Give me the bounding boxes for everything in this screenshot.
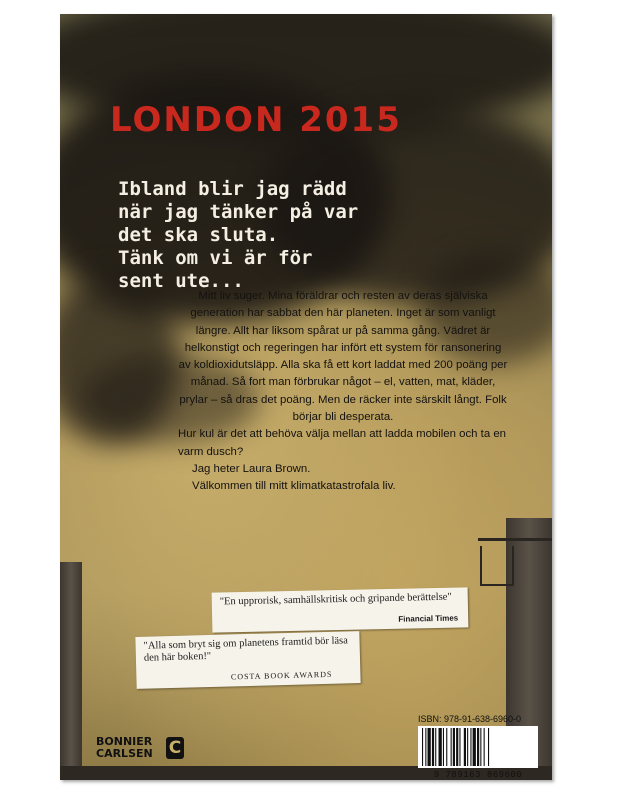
isbn-label: ISBN: 978-91-638-6960-0: [418, 714, 522, 724]
quote-text: "En upprorisk, samhällskritisk och gripande berättelse": [219, 591, 452, 608]
blurb-paragraph: Välkommen till mitt klimatkatastrofala liv.: [192, 480, 396, 493]
blurb-paragraph: Jag heter Laura Brown.: [192, 462, 311, 475]
chimney-right-platform: [478, 538, 552, 541]
quote-text: "Alla som bryt sig om planetens framtid bör läsa den här boken!": [143, 635, 349, 664]
blurb-paragraph: Hur kul är det att behöva välja mellan att ladda mobilen och ta en varm dusch?: [178, 428, 506, 458]
book-back-cover: [60, 14, 552, 780]
cover-heading: LONDON 2015: [110, 100, 402, 140]
tagline-line: det ska sluta.: [118, 224, 279, 246]
blurb: [178, 288, 508, 496]
publisher-name: [96, 736, 153, 760]
barcode-area: [418, 714, 540, 778]
barcode-icon: [418, 726, 538, 780]
blurb-paragraph: Mitt liv suger. Mina föräldrar och resten av deras själviska generation har sabbat den här planeten. Inget är som vanligt längre. Allt har liksom spårat ur på samma gång. Vädret är helkonstigt och regeringen har infört ett system för ransonering av koldioxidutsläpp. Alla ska få ett kort laddat med 200 poäng per månad. Så fort man förbrukar något – el, vatten, mat, kläder, prylar – så dras det poäng. Men de räcker inte särskilt långt. Folk börjar bli desperata.: [178, 290, 508, 424]
quote-source: COSTA BOOK AWARDS: [230, 669, 333, 682]
tagline-line: Tänk om vi är för: [118, 247, 313, 269]
barcode-digits: 9 789163 869600: [433, 770, 523, 780]
review-quote-costa: [135, 631, 360, 689]
chimney-right-rail: [480, 546, 514, 586]
tagline-line: sent ute...: [118, 270, 244, 292]
review-quote-financial-times: [212, 587, 469, 632]
quote-source: Financial Times: [398, 613, 459, 624]
publisher-logo-icon: C: [166, 737, 184, 759]
tagline-line: när jag tänker på var: [118, 201, 359, 223]
chimney-left: [60, 562, 82, 780]
publisher-line: BONNIER: [96, 735, 153, 748]
tagline: [118, 178, 418, 293]
barcode-graphic: [418, 726, 538, 768]
publisher-line: CARLSEN: [96, 747, 153, 760]
tagline-line: Ibland blir jag rädd: [118, 178, 347, 200]
